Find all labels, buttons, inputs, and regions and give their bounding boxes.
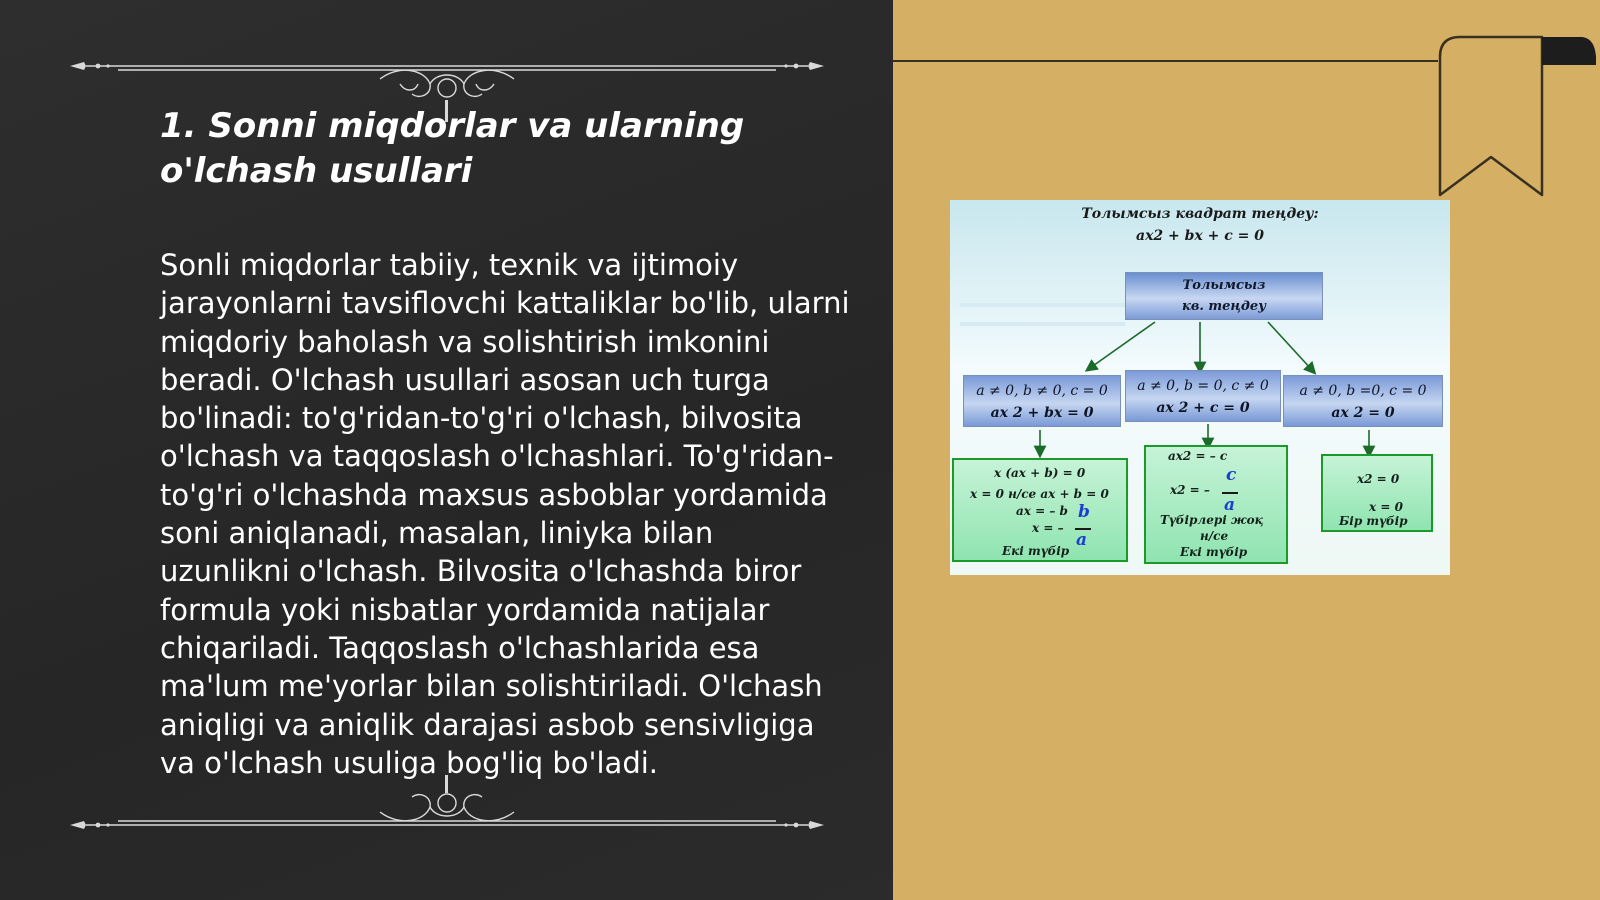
result-line: Түбірлері жоқ (1160, 513, 1264, 527)
result-box-1 (952, 458, 1128, 562)
slide-title: 1. Sonni miqdorlar va ularning o'lchash usullari (160, 106, 745, 191)
slide-body-text: Sonli miqdorlar tabiiy, texnik va ijtimoiy jarayonlarni tavsiflovchi kattaliklar bo'lib, ularni miqdoriy baholash va solishtirish imkonini beradi. O'lchash usullari asosan uch turga bo'linadi: to'g'ridan-to'g'ri o'lchash, bilvosita o'lchash va taqqoslash o'lchashlari. To'g'ridan-to'g'ri o'lchashda maxsus asboblar yordamida soni aniqlanadi, masalan, liniyka bilan uzunlikni o'lchash. Bilvosita o'lchashda biror formula yoki nisbatlar yordamida natijalar chiqariladi. Taqqoslash o'lchashlarida esa ma'lum me'yorlar bilan solishtiriladi. O'lchash aniqligi va aniqlik darajasi asbob sensivligiga va o'lchash usuliga bog'liq bo'ladi. (160, 248, 850, 780)
diagram-band (960, 322, 1125, 326)
condition-equation: ax 2 = 0 (1331, 405, 1395, 421)
root-box (1125, 272, 1323, 320)
top-divider-line (893, 60, 1438, 62)
result-verdict: Екі түбір (1180, 545, 1248, 559)
result-line: x = 0 (1369, 500, 1403, 514)
diagram-heading: Толымсыз квадрат теңдеу: (1081, 206, 1319, 222)
quadratic-equation-diagram (950, 200, 1450, 575)
fraction-denominator: a (1224, 495, 1236, 515)
result-line: x (ax + b) = 0 (994, 466, 1086, 480)
result-box-2 (1144, 445, 1288, 564)
result-verdict: Екі түбір (1002, 544, 1070, 558)
condition-box-2 (1125, 370, 1281, 422)
general-equation: ax2 + bx + c = 0 (1136, 228, 1264, 244)
root-label-line2: кв. теңдеу (1182, 299, 1266, 314)
result-verdict: Бір түбір (1339, 514, 1408, 528)
result-line: ax = – b (1016, 504, 1068, 518)
fraction-denominator: a (1076, 530, 1088, 550)
condition-equation: ax 2 + bx = 0 (990, 405, 1094, 421)
condition-text: a ≠ 0, b ≠ 0, c = 0 (976, 383, 1108, 399)
diagram-band (960, 303, 1125, 307)
result-line: x = 0 н/се ax + b = 0 (970, 487, 1109, 501)
result-line: н/се (1200, 529, 1229, 543)
fraction-bar (1222, 492, 1238, 494)
condition-equation: ax 2 + c = 0 (1156, 400, 1250, 416)
result-box-3 (1321, 454, 1433, 532)
fraction-numerator: c (1226, 465, 1237, 485)
result-line: ax2 = – c (1168, 449, 1228, 463)
condition-text: a ≠ 0, b =0, c = 0 (1299, 383, 1427, 399)
fraction-numerator: b (1078, 502, 1090, 522)
bookmark-ribbon-icon (1430, 35, 1600, 200)
condition-box-3 (1283, 375, 1443, 427)
condition-text: a ≠ 0, b = 0, c ≠ 0 (1137, 378, 1269, 394)
result-line: x2 = – (1170, 483, 1210, 497)
result-line: x2 = 0 (1357, 472, 1400, 486)
result-line: x = – (1032, 521, 1064, 535)
root-label-line1: Толымсыз (1182, 278, 1266, 293)
condition-box-1 (963, 375, 1121, 427)
